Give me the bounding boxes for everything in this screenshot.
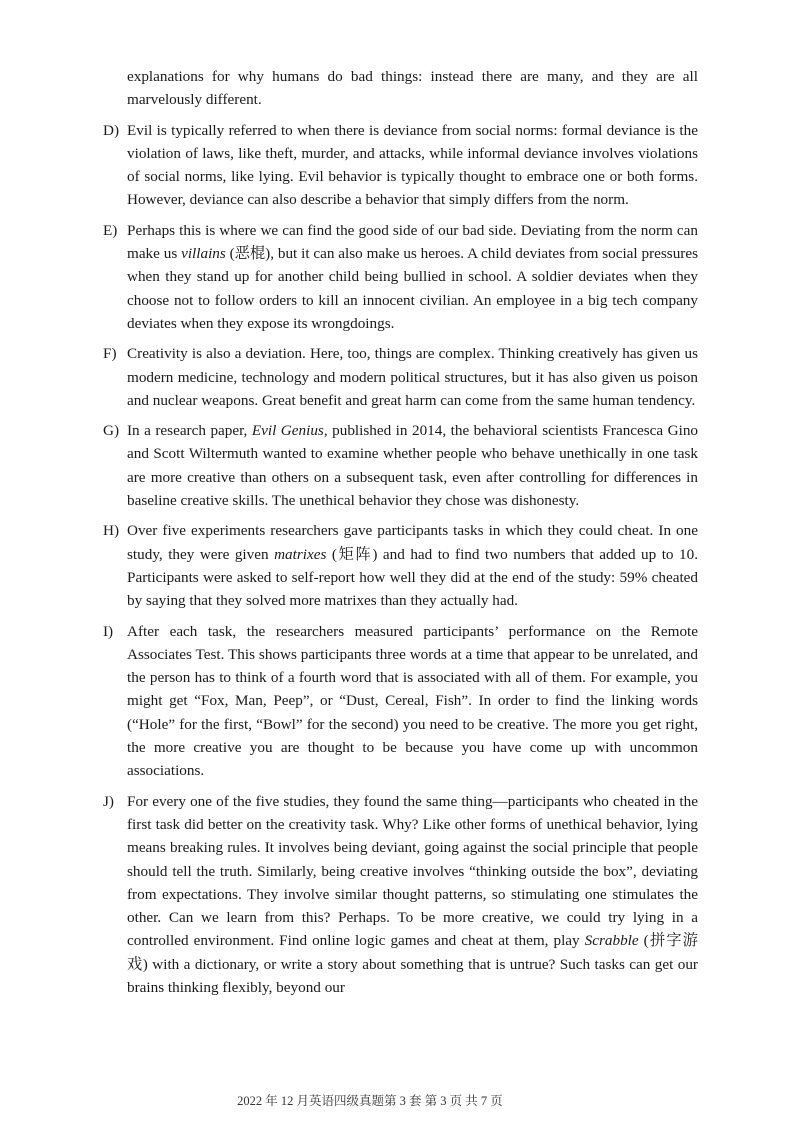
paragraph-label: E) (103, 221, 118, 239)
page-footer: 2022 年 12 月英语四级真题第 3 套 第 3 页 共 7 页 (237, 1094, 503, 1108)
paragraph-label: I) (103, 622, 114, 640)
italic-term: villains (181, 245, 226, 263)
italic-term: Evil Genius (251, 422, 324, 440)
paragraph-label: J) (103, 792, 114, 810)
paragraph-label: F) (103, 345, 117, 363)
italic-term: Scrabble (584, 932, 639, 950)
text: (恶棍), but it can also make us heroes. A child deviates from social pressures when they stand up for another child being bullied in school. A soldier deviates when they choose not to follow orders to kill an innocent civilian. An employee in a big tech company deviates when they expose its wrongdoings. (127, 245, 698, 332)
paragraph-e (103, 219, 698, 335)
paragraph-label: H) (103, 522, 120, 540)
text: Over five experiments researchers gave participants tasks in which they could cheat. In one study, they were given (127, 522, 698, 563)
text: , published in 2014, the behavioral scientists Francesca Gino and Scott Wiltermuth wanted to examine whether people who behave unethically in one task are more creative than others on a subsequent task, even after controlling for differences in baseline creative skills. The unethical behavior they chose was dishonesty. (127, 422, 699, 510)
paragraph-f (103, 342, 698, 412)
paragraph-d (103, 119, 698, 212)
text: explanations for why humans do bad things: instead there are many, and they are all marvelously different. (127, 68, 698, 109)
paragraph-g (103, 419, 698, 512)
paragraph-j (103, 790, 698, 1000)
text: Perhaps this is where we can find the good side of our bad side. Deviating from the norm can make us (127, 221, 698, 263)
paragraph-i (103, 620, 698, 783)
paragraph-h (103, 519, 698, 612)
text: Creativity is also a deviation. Here, too, things are complex. Thinking creatively has given us modern medicine, technology and modern political structures, but it has also given us poison and nuclear weapons. Great benefit and great harm can come from the same human tendency. (127, 345, 698, 409)
paragraph-label: D) (103, 121, 120, 139)
italic-term: matrixes (274, 545, 327, 563)
text: For every one of the five studies, they found the same thing—participants who cheated in the first task did better on the creativity task. Why? Like other forms of unethical behavior, lying means breaking rules. It involves being deviant, going against the social principle that people should tell the truth. Similarly, being creative involves “thinking outside the box”, deviating from expectations. They involve similar thought patterns, so stimulating one stimulates the other. Can we learn from this? Perhaps. To be more creative, we could try lying in a controlled environment. Find online logic games and cheat at them, play (127, 792, 698, 950)
paragraph-label: G) (103, 422, 120, 440)
text: In a research paper, (127, 422, 252, 440)
text: Evil is typically referred to when there is deviance from social norms: formal deviance is the violation of laws, like theft, murder, and attacks, while informal deviance involves violations of social norms, like lying. Evil behavior is typically thought to embrace one or both forms. However, deviance can also describe a behavior that simply differs from the norm. (127, 121, 698, 209)
paragraph-c-continued (103, 65, 698, 112)
text: (矩阵) and had to find two numbers that added up to 10. Participants were asked to self-report how well they did at the end of the study: 59% cheated by saying that they solved more matrixes than they actually had. (127, 545, 698, 610)
text: After each task, the researchers measured participants’ performance on the Remote Associates Test. This shows participants three words at a time that appear to be unrelated, and the person has to think of a fourth word that is associated with all of them. For example, you might get “Fox, Man, Peep”, or “Dust, Cereal, Fish”. In order to find the linking words (“Hole” for the first, “Bowl” for the second) you need to be creative. The more you get right, the more creative you are thought to be because you have come up with uncommon associations. (127, 622, 698, 780)
document-body (103, 65, 698, 1006)
text: (拼字游戏) with a dictionary, or write a story about something that is untrue? Such tasks can get our brains thinking flexibly, beyond our (127, 932, 698, 996)
